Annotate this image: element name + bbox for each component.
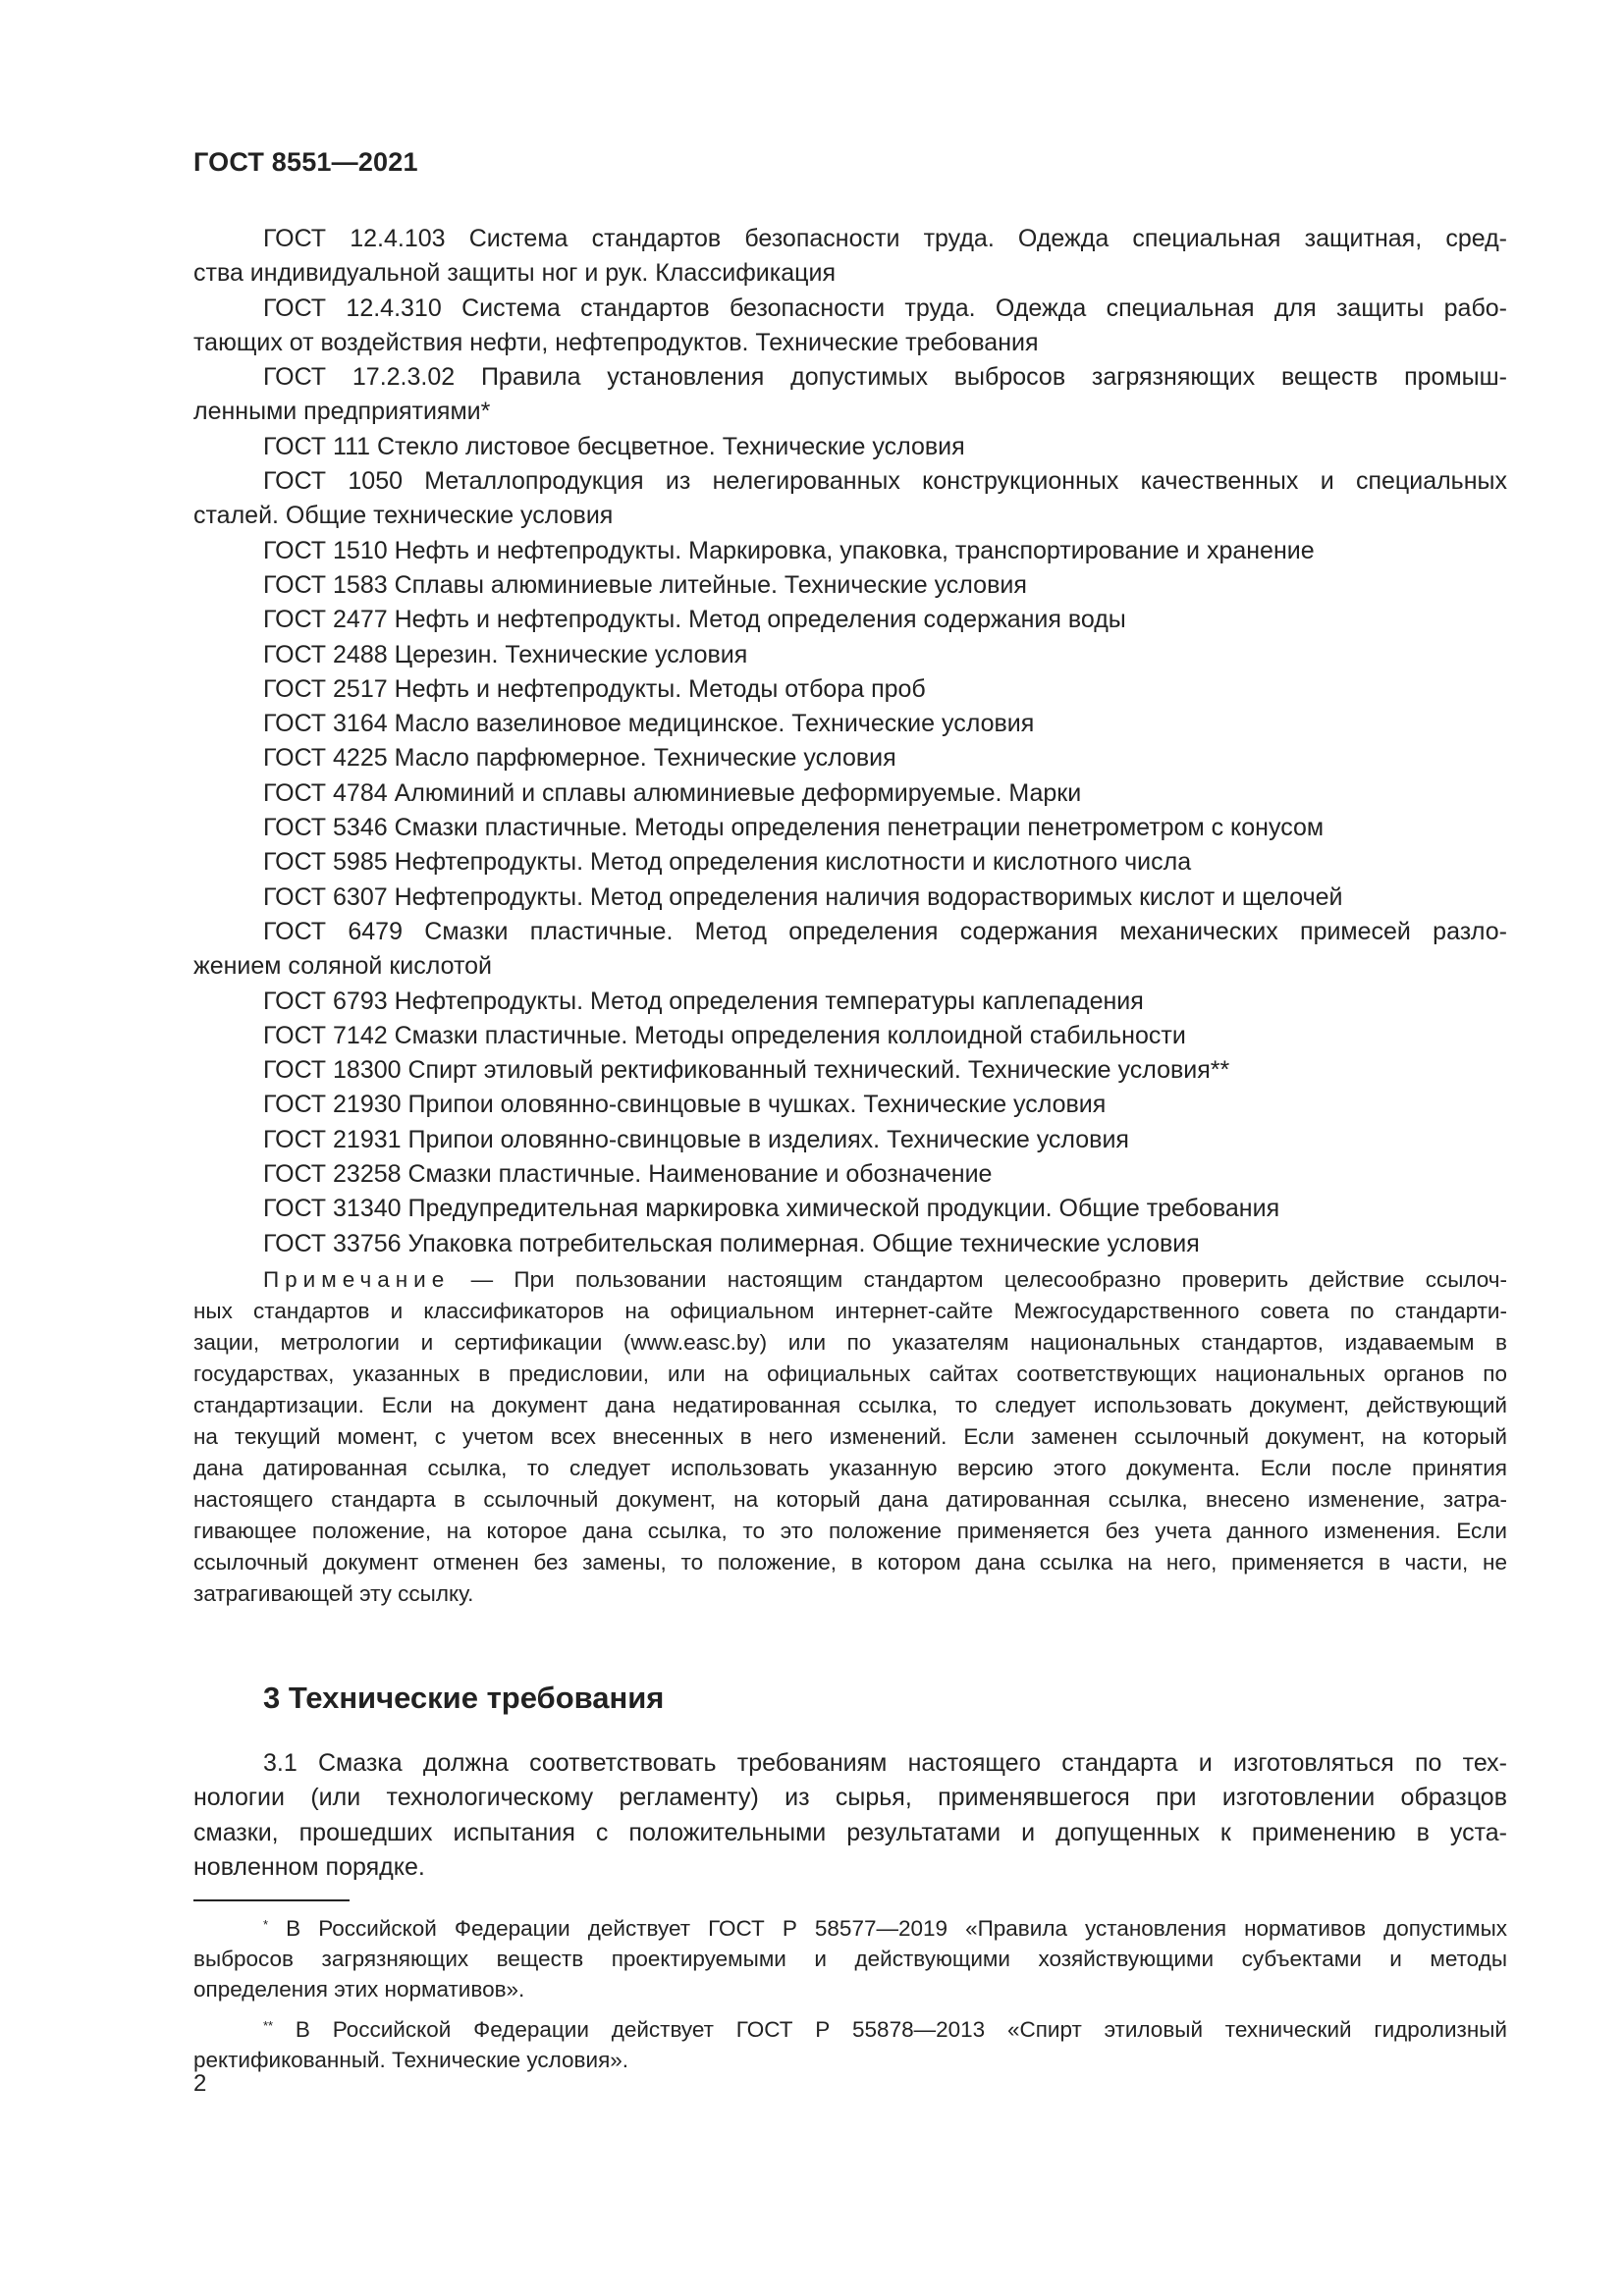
note-line: ссылочный документ отменен без замены, то положение, в котором дана ссылка на него, применяется в части, не [193, 1550, 1507, 1575]
reference-line: ГОСТ 17.2.3.02 Правила установления допустимых выбросов загрязняющих веществ промыш- [263, 363, 1507, 392]
reference-line: ГОСТ 7142 Смазки пластичные. Методы определения коллоидной стабильности [263, 1021, 1186, 1049]
note-line: государствах, указанных в предисловии, или на официальных сайтах соответствующих национальных органов по [193, 1362, 1507, 1386]
document-header: ГОСТ 8551—2021 [193, 147, 418, 177]
paragraph-line: 3.1 Смазка должна соответствовать требованиям настоящего стандарта и изготовляться по тех- [263, 1749, 1507, 1777]
reference-line: ГОСТ 6479 Смазки пластичные. Метод определения содержания механических примесей разло- [263, 917, 1507, 945]
paragraph-3-1 [193, 1746, 1507, 1885]
reference-line: ГОСТ 21931 Припои оловянно-свинцовые в изделиях. Технические условия [263, 1125, 1129, 1153]
note-line: стандартизации. Если на документ дана недатированная ссылка, то следует использовать документ, действующий [193, 1393, 1507, 1417]
note-line: дана датированная ссылка, то следует использовать указанную версию этого документа. Если после принятия [193, 1456, 1507, 1480]
paragraph-line: новленном порядке. [193, 1852, 425, 1881]
footnote-line [193, 2014, 1507, 2045]
note-line: на текущий момент, с учетом всех внесенных в него изменений. Если заменен ссылочный документ, на который [193, 1424, 1507, 1449]
reference-line: ГОСТ 6307 Нефтепродукты. Метод определения наличия водорастворимых кислот и щелочей [263, 882, 1343, 911]
note-text: — При пользовании настоящим стандартом целесообразно проверить действие ссылоч- [450, 1267, 1507, 1292]
reference-line: ГОСТ 1510 Нефть и нефтепродукты. Маркировка, упаковка, транспортирование и хранение [263, 536, 1315, 564]
reference-line: ГОСТ 12.4.310 Система стандартов безопасности труда. Одежда специальная для защиты рабо- [263, 294, 1507, 322]
note-first-line [193, 1264, 1507, 1296]
note-block [193, 1264, 1507, 1610]
reference-line: ГОСТ 1050 Металлопродукция из нелегированных конструкционных качественных и специальных [263, 467, 1507, 496]
page-number: 2 [193, 2070, 207, 2097]
footnote-mark: * [263, 1917, 269, 1932]
footnotes [193, 1913, 1507, 2075]
section-heading: 3 Технические требования [263, 1681, 665, 1715]
note-line: настоящего стандарта в ссылочный документ, на который дана датированная ссылка, внесено изменение, затра- [193, 1487, 1507, 1512]
normative-references-list [193, 222, 1507, 1261]
reference-line: ГОСТ 2477 Нефть и нефтепродукты. Метод определения содержания воды [263, 606, 1126, 634]
reference-line: ГОСТ 5985 Нефтепродукты. Метод определения кислотности и кислотного числа [263, 848, 1192, 877]
note-line: гивающее положение, на которое дана ссылка, то это положение применяется без учета данного изменения. Если [193, 1519, 1507, 1543]
footnote-mark: ** [263, 2018, 274, 2033]
paragraph-line: нологии (или технологическому регламенту) из сырья, применявшегося при изготовлении образцов [193, 1784, 1507, 1812]
reference-line: ГОСТ 33756 Упаковка потребительская полимерная. Общие технические условия [263, 1229, 1200, 1257]
reference-line: ГОСТ 31340 Предупредительная маркировка химической продукции. Общие требования [263, 1195, 1280, 1223]
reference-line: ГОСТ 4225 Масло парфюмерное. Технические условия [263, 744, 896, 773]
reference-line: ГОСТ 18300 Спирт этиловый ректификованный технический. Технические условия** [263, 1056, 1230, 1085]
footnote-text: В Российской Федерации действует ГОСТ Р 55878—2013 «Спирт этиловый технический гидролизный [273, 2017, 1507, 2042]
reference-line: ГОСТ 6793 Нефтепродукты. Метод определения температуры каплепадения [263, 987, 1144, 1015]
footnote-separator [193, 1899, 350, 1901]
reference-line: ГОСТ 3164 Масло вазелиновое медицинское. Технические условия [263, 710, 1035, 738]
reference-line: ленными предприятиями* [193, 398, 491, 426]
footnote-text: В Российской Федерации действует ГОСТ Р 58577—2019 «Правила установления нормативов допустимых [268, 1916, 1507, 1941]
reference-line: сталей. Общие технические условия [193, 502, 614, 530]
note-label: Примечание [263, 1267, 451, 1292]
note-line: затрагивающей эту ссылку. [193, 1581, 474, 1606]
footnote-line: ректификованный. Технические условия». [193, 2048, 629, 2072]
reference-line: жением соляной кислотой [193, 952, 492, 981]
footnote-line: выбросов загрязняющих веществ проектируемыми и действующими хозяйствующими субъектами и методы [193, 1947, 1507, 1971]
footnote-line: определения этих нормативов». [193, 1977, 525, 2002]
reference-line: ГОСТ 1583 Сплавы алюминиевые литейные. Технические условия [263, 570, 1027, 599]
reference-line: ства индивидуальной защиты ног и рук. Классификация [193, 259, 836, 288]
reference-line: ГОСТ 21930 Припои оловянно-свинцовые в чушках. Технические условия [263, 1091, 1107, 1119]
reference-line: ГОСТ 111 Стекло листовое бесцветное. Технические условия [263, 432, 965, 460]
footnote-line [193, 1913, 1507, 1944]
paragraph-line: смазки, прошедших испытания с положительными результатами и допущенных к применению в уста- [193, 1818, 1507, 1846]
reference-line: ГОСТ 2488 Церезин. Технические условия [263, 640, 748, 668]
note-line: ных стандартов и классификаторов на официальном интернет-сайте Межгосударственного совета по стандарти- [193, 1299, 1507, 1323]
reference-line: ГОСТ 23258 Смазки пластичные. Наименование и обозначение [263, 1160, 993, 1189]
reference-line: тающих от воздействия нефти, нефтепродуктов. Технические требования [193, 328, 1039, 356]
note-line: зации, метрологии и сертификации (www.easc.by) или по указателям национальных стандартов, издаваемым в [193, 1330, 1507, 1355]
reference-line: ГОСТ 4784 Алюминий и сплавы алюминиевые деформируемые. Марки [263, 778, 1082, 807]
reference-line: ГОСТ 2517 Нефть и нефтепродукты. Методы отбора проб [263, 674, 926, 703]
reference-line: ГОСТ 12.4.103 Система стандартов безопасности труда. Одежда специальная защитная, сред- [263, 225, 1507, 252]
reference-line: ГОСТ 5346 Смазки пластичные. Методы определения пенетрации пенетрометром с конусом [263, 814, 1325, 842]
